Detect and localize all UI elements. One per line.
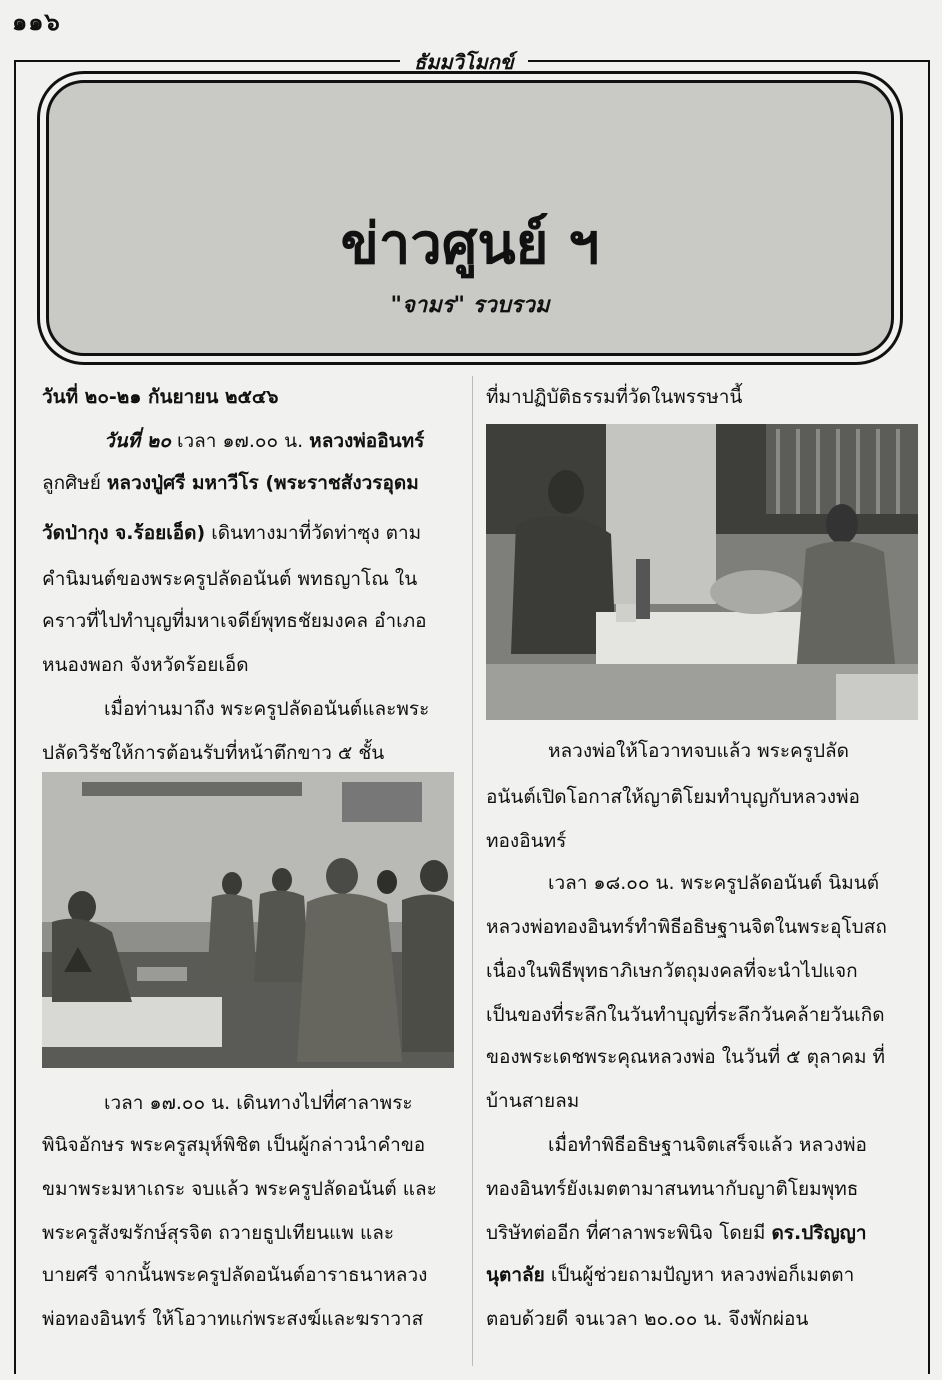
journal-name: ธัมมวิโมกข์: [400, 46, 528, 78]
paragraph-line: อนันต์เปิดโอกาสให้ญาติโยมทำบุญกับหลวงพ่อ: [486, 786, 860, 808]
byline-compiled: รวบรวม: [472, 293, 550, 318]
paragraph-line: [104, 424, 424, 458]
photo-monks-kneeling: [42, 772, 454, 1068]
page-number: ๑๑๖: [12, 8, 61, 36]
paragraph-line: ที่มาปฏิบัติธรรมที่วัดในพรรษานี้: [486, 386, 743, 408]
day-label: วันที่ ๒๐: [104, 430, 171, 452]
line-bold: วัดป่ากุง จ.ร้อยเอ็ด): [42, 522, 206, 544]
paragraph-line: เมื่อทำพิธีอธิษฐานจิตเสร็จแล้ว หลวงพ่อ: [548, 1134, 867, 1156]
date-heading: วันที่ ๒๐-๒๑ กันยายน ๒๕๔๖: [42, 386, 279, 408]
byline-author: "จามร": [390, 293, 465, 318]
paragraph-line: เวลา ๑๗.๐๐ น. เดินทางไปที่ศาลาพระ: [104, 1092, 413, 1114]
paragraph-line: หลวงพ่อทองอินทร์ทำพิธีอธิษฐานจิตในพระอุโบสถ: [486, 916, 887, 938]
title-box: [46, 80, 894, 356]
line-text: เดินทางมาที่วัดท่าซุง ตาม: [205, 522, 422, 544]
time-text: เวลา ๑๗.๐๐ น.: [170, 430, 310, 452]
paragraph-line: เวลา ๑๘.๐๐ น. พระครูปลัดอนันต์ นิมนต์: [548, 872, 880, 894]
line-bold: นุตาลัย: [486, 1264, 545, 1286]
paragraph-line: บายศรี จากนั้นพระครูปลัดอนันต์อาราธนาหลวง: [42, 1264, 428, 1286]
paragraph-line: คราวที่ไปทำบุญที่มหาเจดีย์พุทธชัยมงคล อำเภอ: [42, 610, 427, 632]
paragraph-line: [486, 1216, 867, 1250]
line-text: เป็นผู้ช่วยถามปัญหา หลวงพ่อก็เมตตา: [544, 1264, 855, 1286]
article-title: ข่าวศูนย์ ฯ: [340, 212, 600, 277]
paragraph-line: ทองอินทร์: [486, 830, 567, 852]
paragraph-line: หลวงพ่อให้โอวาทจบแล้ว พระครูปลัด: [548, 740, 850, 762]
line-text: บริษัทต่ออีก ที่ศาลาพระพินิจ โดยมี: [486, 1222, 772, 1244]
paragraph-line: คำนิมนต์ของพระครูปลัดอนันต์ พทธญาโณ ใน: [42, 568, 418, 590]
paragraph-line: ขมาพระมหาเถระ จบแล้ว พระครูปลัดอนันต์ และ: [42, 1178, 437, 1200]
paragraph-line: [486, 1258, 854, 1292]
photo-monks-seated: [486, 424, 918, 720]
paragraph-line: ปลัดวิรัชให้การต้อนรับที่หน้าตึกขาว ๕ ชั้น: [42, 742, 385, 764]
line-bold: หลวงปู่ศรี มหาวีโร (พระราชสังวรอุดม: [106, 472, 419, 494]
article-byline: [49, 287, 891, 322]
line-bold: ดร.ปริญญา: [771, 1222, 867, 1244]
line-text: ลูกศิษย์: [42, 472, 107, 494]
paragraph-line: เนื่องในพิธีพุทธาภิเษกวัตถุมงคลที่จะนำไปแจก: [486, 960, 858, 982]
paragraph-line: หนองพอก จังหวัดร้อยเอ็ด: [42, 654, 249, 676]
paragraph-line: บ้านสายลม: [486, 1090, 580, 1112]
paragraph-line: เป็นของที่ระลึกในวันทำบุญที่ระลึกวันคล้ายวันเกิด: [486, 1004, 885, 1026]
paragraph-line: ทองอินทร์ยังเมตตามาสนทนากับญาติโยมพุทธ: [486, 1178, 859, 1200]
paragraph-line: [42, 516, 421, 550]
paragraph-line: เมื่อท่านมาถึง พระครูปลัดอนันต์และพระ: [104, 698, 430, 720]
paragraph-line: พินิจอักษร พระครูสมุห์พิชิต เป็นผู้กล่าวนำคำขอ: [42, 1134, 426, 1156]
monk-name: หลวงพ่ออินทร์: [309, 430, 425, 452]
paragraph-line: [42, 466, 419, 500]
column-divider: [472, 376, 473, 1366]
paragraph-line: ตอบด้วยดี จนเวลา ๒๐.๐๐ น. จึงพักผ่อน: [486, 1308, 809, 1330]
paragraph-line: พ่อทองอินทร์ ให้โอวาทแก่พระสงฆ์และฆราวาส: [42, 1308, 424, 1330]
paragraph-line: ของพระเดชพระคุณหลวงพ่อ ในวันที่ ๕ ตุลาคม ที่: [486, 1046, 886, 1068]
paragraph-line: พระครูสังฆรักษ์สุรจิต ถวายธูปเทียนแพ และ: [42, 1222, 395, 1244]
